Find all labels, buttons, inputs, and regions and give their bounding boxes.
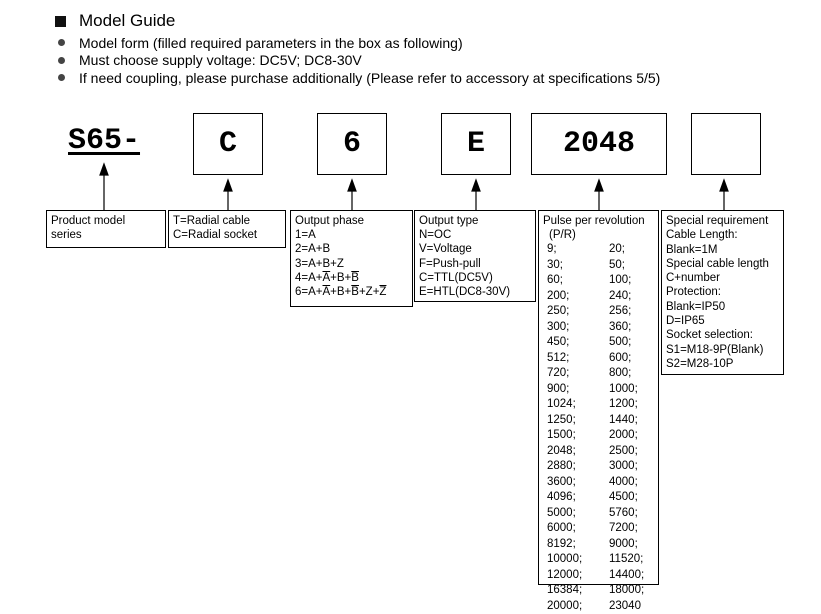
phase-description-box: Output phase 1=A 2=A+B 3=A+B+Z $4=A+\overline{A}+B+\overline{B}$ $6=A+\overline{A}+B+\overline{B}+Z+\overline{Z}$ — [290, 210, 413, 307]
pulse-value: 512; — [547, 351, 570, 364]
pulse-value: 2048; — [547, 444, 576, 457]
arrow-head-icon — [100, 164, 108, 175]
pulse-value: 250; — [547, 305, 570, 318]
series-description-box: Product model series — [46, 210, 166, 248]
output-type-description-box: Output type N=OC V=Voltage F=Push-pull C=TTL(DC5V) E=HTL(DC8-30V) — [414, 210, 536, 302]
phase-line-6: $6=A+\overline{A}+B+\overline{B}+Z+\overline{Z}$ — [295, 286, 387, 299]
pulse-value: 5000; — [547, 506, 576, 519]
pulse-value: 7200; — [609, 522, 638, 535]
pulse-value: 16384; — [547, 584, 583, 597]
arrow-head-icon — [595, 180, 603, 191]
pulse-value: 4000; — [609, 475, 638, 488]
pulse-value: 360; — [609, 320, 632, 333]
pulse-value: 300; — [547, 320, 570, 333]
pulse-value: 720; — [547, 367, 570, 380]
arrow-head-icon — [472, 180, 480, 191]
pulse-value: 14400; — [609, 568, 645, 581]
pulse-description-box: Pulse per revolution (P/R) 9; 20; 30; 50; 60; 100; 200; 240; 250; 256; 300; 360; 450; 500; 512; 600; 720; 800; 900; 1000; 1024; 1200; 1250; 1440; 1500; 2000; 2048; 2500; 2880; 3000; 3600; 4000; 4096; 4500; 5000; 5760; 6000; 7200; 8192; 9000; 10000; 11520; 12000; 14400; 16384; 18000; 20000; 23040 — [538, 210, 659, 585]
phase-line-4: $4=A+\overline{A}+B+\overline{B}$ — [295, 271, 359, 284]
special-description-box: Special requirement Cable Length: Blank=1M Special cable length C+number Protection: Blank=IP50 D=IP65 Socket selection: S1=M18-9P(Blank) S2=M28-10P — [661, 210, 784, 375]
arrow-head-icon — [224, 180, 232, 191]
pulse-value: 100; — [609, 274, 632, 287]
pulse-value: 1200; — [609, 398, 638, 411]
pulse-value: 4096; — [547, 491, 576, 504]
pulse-value: 5760; — [609, 506, 638, 519]
pulse-value: 18000; — [609, 584, 645, 597]
phase-code-box: 6 — [317, 113, 387, 175]
pulse-value: 4500; — [609, 491, 638, 504]
pulse-value: 60; — [547, 274, 563, 287]
pulse-value: 3600; — [547, 475, 576, 488]
pulse-value: 900; — [547, 382, 570, 395]
pulse-value: 2000; — [609, 429, 638, 442]
arrow-head-icon — [348, 180, 356, 191]
output-type-code-box: E — [441, 113, 511, 175]
pulse-value: 2500; — [609, 444, 638, 457]
arrow-head-icon — [720, 180, 728, 191]
pulse-value: 20000; — [547, 599, 583, 612]
model-guide-title: Model Guide — [79, 11, 176, 30]
cable-description-box: T=Radial cable C=Radial socket — [168, 210, 286, 248]
guide-bullet: If need coupling, please purchase additionally (Please refer to accessory at specifications 5/5) — [58, 69, 660, 87]
pulse-value: 2880; — [547, 460, 576, 473]
pulse-value: 1024; — [547, 398, 576, 411]
pulse-value: 30; — [547, 258, 563, 271]
pulse-value: 600; — [609, 351, 632, 364]
pulse-value: 6000; — [547, 522, 576, 535]
pulse-value: 500; — [609, 336, 632, 349]
guide-bullet: Must choose supply voltage: DC5V; DC8-30V — [58, 52, 660, 70]
model-series-code: S65- — [68, 124, 141, 158]
pulse-value: 20; — [609, 243, 625, 256]
pulse-value: 9; — [547, 243, 557, 256]
pulse-value: 8192; — [547, 537, 576, 550]
pulse-value: 10000; — [547, 553, 583, 566]
pulse-value: 450; — [547, 336, 570, 349]
pulse-value: 1250; — [547, 413, 576, 426]
pulse-value: 11520; — [609, 553, 644, 566]
pulse-value: 50; — [609, 258, 625, 271]
pulse-value: 23040 — [609, 599, 641, 612]
pulse-value: 1440; — [609, 413, 638, 426]
pulse-value: 12000; — [547, 568, 583, 581]
pulse-value: 200; — [547, 289, 570, 302]
pulse-value: 240; — [609, 289, 632, 302]
pulse-value-grid — [547, 242, 654, 614]
pulse-code-box: 2048 — [531, 113, 667, 175]
cable-code-box: C — [193, 113, 263, 175]
pulse-value: 1000; — [609, 382, 638, 395]
pulse-value: 800; — [609, 367, 632, 380]
guide-bullet: Model form (filled required parameters in the box as following) — [58, 34, 660, 52]
pulse-value: 256; — [609, 305, 632, 318]
pulse-value: 1500; — [547, 429, 576, 442]
pulse-value: 9000; — [609, 537, 638, 550]
pulse-value: 3000; — [609, 460, 638, 473]
